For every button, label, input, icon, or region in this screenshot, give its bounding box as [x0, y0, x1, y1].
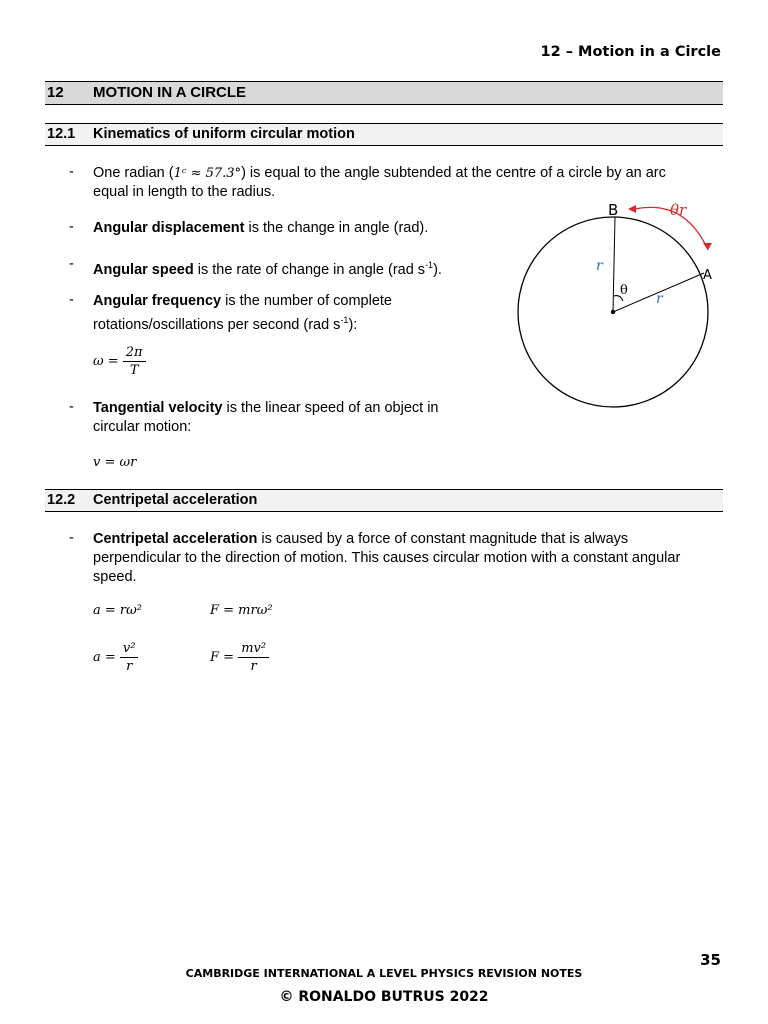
fraction-numerator: mv²	[238, 641, 269, 658]
bullet-dash: -	[69, 530, 74, 546]
equation-lhs: a =	[93, 650, 116, 665]
definition-line3: speed.	[93, 569, 137, 585]
fraction-numerator: 2π	[123, 345, 146, 362]
definition: is the number of complete	[221, 293, 392, 309]
radian-math: 1ᶜ ≈ 57.3°	[173, 166, 242, 181]
definition: is the change in angle (rad).	[244, 220, 429, 236]
radian-text-end: ) is equal to the angle subtended at the centre of a circle by an arc	[241, 165, 666, 181]
acceleration-equation-omega: a = rω²	[93, 603, 142, 618]
bullet-dash: -	[69, 292, 74, 308]
section-heading-12-1	[45, 123, 723, 146]
equation-lhs: ω =	[93, 354, 119, 369]
fraction-denominator: r	[250, 659, 257, 674]
radius-label-oblique: r	[656, 291, 663, 307]
fraction-denominator: T	[129, 363, 139, 378]
definition-end: ):	[348, 316, 358, 333]
term: Angular frequency	[93, 293, 222, 309]
theta-label: θ	[620, 283, 628, 298]
chapter-title: MOTION IN A CIRCLE	[93, 84, 247, 101]
running-header: 12 – Motion in a Circle	[540, 44, 721, 60]
centripetal-definition	[93, 530, 733, 587]
section-number: 12.1	[47, 126, 76, 142]
chapter-heading-bar	[45, 81, 723, 105]
section-title: Kinematics of uniform circular motion	[93, 126, 355, 142]
bullet-dash: -	[69, 399, 74, 415]
definition: is the linear speed of an object in	[222, 400, 439, 416]
arrowhead-a	[703, 243, 712, 250]
definition-line2: rotations/oscillations per second (rad s	[93, 316, 341, 333]
acceleration-equation-velocity	[93, 641, 138, 674]
section-title: Centripetal acceleration	[93, 492, 258, 508]
equation-lhs: F =	[210, 650, 235, 665]
radian-text-start: One radian (	[93, 165, 174, 181]
centre-point	[611, 310, 615, 314]
unit-exponent: -1	[425, 260, 434, 270]
force-equation-velocity	[210, 641, 269, 674]
bullet-dash: -	[69, 219, 74, 235]
definition: is the rate of change in angle (rad s	[193, 261, 426, 278]
section-number: 12.2	[47, 492, 76, 508]
definition-end: ).	[433, 261, 442, 278]
radius-line-to-b	[613, 217, 615, 312]
tangential-velocity-definition	[93, 399, 439, 437]
section-heading-12-2	[45, 489, 723, 512]
radius-label-vertical: r	[596, 258, 603, 274]
definition-line2: perpendicular to the direction of motion. This causes circular motion with a constant angular	[93, 550, 681, 566]
arc-length-label: θr	[670, 201, 687, 219]
footer-copyright: © RONALDO BUTRUS 2022	[279, 989, 489, 1005]
arrowhead-b	[628, 205, 636, 213]
point-b-label: B	[608, 201, 619, 219]
term: Angular speed	[93, 261, 194, 278]
radian-text-line2: equal in length to the radius.	[93, 184, 276, 200]
point-a-label: A	[703, 268, 712, 283]
definition: is caused by a force of constant magnitude that is always	[257, 531, 629, 547]
term: Centripetal acceleration	[93, 531, 258, 547]
definition-line2: circular motion:	[93, 419, 192, 435]
bullet-dash: -	[69, 256, 74, 272]
angular-frequency-definition	[93, 292, 392, 335]
omega-equation	[93, 345, 146, 378]
chapter-number: 12	[47, 84, 64, 101]
fraction-numerator: v²	[120, 641, 139, 658]
velocity-equation: v = ωr	[93, 455, 137, 470]
force-equation-omega: F = mrω²	[210, 603, 273, 618]
fraction-denominator: r	[126, 659, 133, 674]
unit-exponent: -1	[340, 315, 349, 325]
angular-speed-definition	[93, 256, 442, 280]
term: Tangential velocity	[93, 400, 223, 416]
bullet-dash: -	[69, 164, 74, 180]
radian-circle-diagram	[510, 195, 730, 410]
term: Angular displacement	[93, 220, 245, 236]
angular-displacement-definition	[93, 219, 428, 238]
footer-book-title: CAMBRIDGE INTERNATIONAL A LEVEL PHYSICS REVISION NOTES	[185, 967, 583, 980]
page-number: 35	[700, 951, 721, 969]
